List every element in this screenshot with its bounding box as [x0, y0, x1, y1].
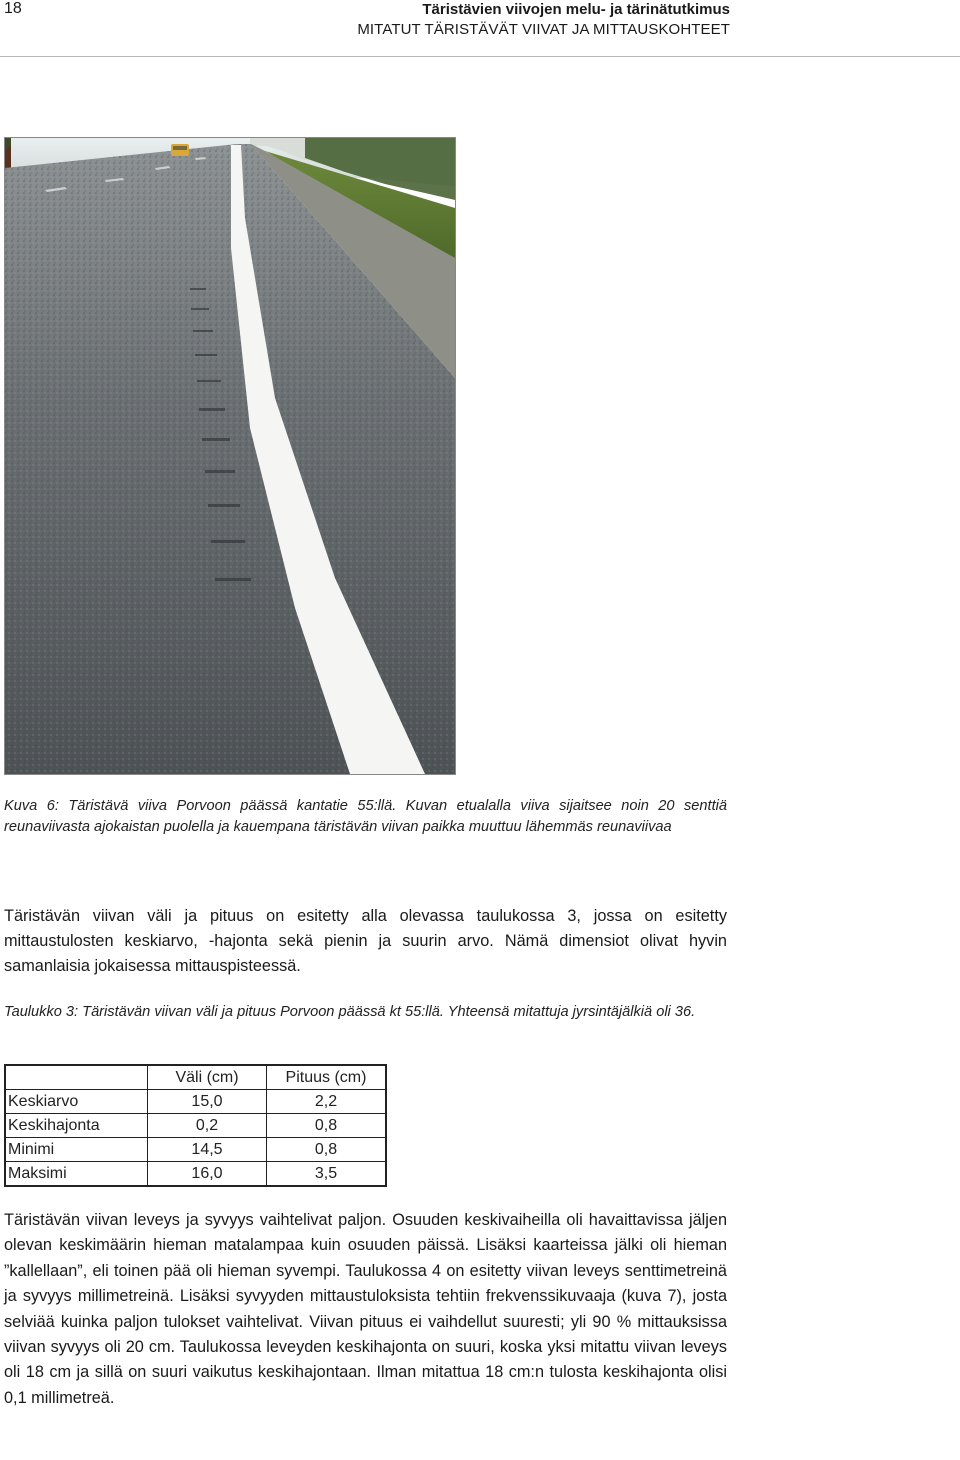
pituus-value: 3,5 — [267, 1162, 387, 1187]
header-divider — [0, 56, 960, 57]
table-header-row — [5, 1065, 386, 1090]
section-title: MITATUT TÄRISTÄVÄT VIIVAT JA MITTAUSKOHTEET — [357, 21, 730, 38]
figure-caption: Kuva 6: Täristävä viiva Porvoon päässä kantatie 55:llä. Kuvan etualalla viiva sijaitsee noin 20 senttiä reunaviivasta ajokaistan puolella ja kauempana täristävän viivan paikka muuttuu lähemmäs reunaviivaa — [4, 798, 727, 835]
body-paragraph-1: Täristävän viivan väli ja pituus on esitetty alla olevassa taulukossa 3, jossa on esitetty mittaustulosten keskiarvo, -hajonta sekä pienin ja suurin arvo. Nämä dimensiot olivat hyvin samanlaisia jokaisessa mittauspisteessä. — [4, 907, 727, 975]
row-label: Keskihajonta — [5, 1114, 148, 1138]
vali-value: 15,0 — [148, 1090, 267, 1114]
table-caption: Taulukko 3: Täristävän viivan väli ja pituus Porvoon päässä kt 55:llä. Yhteensä mitattuja jyrsintäjälkiä oli 36. — [4, 1004, 696, 1020]
document-title: Täristävien viivojen melu- ja tärinätutkimus — [422, 1, 730, 18]
pituus-value: 2,2 — [267, 1090, 387, 1114]
header-cell-vali: Väli (cm) — [148, 1065, 267, 1090]
pituus-value: 0,8 — [267, 1138, 387, 1162]
pituus-value: 0,8 — [267, 1114, 387, 1138]
table-row — [5, 1138, 386, 1162]
page-number: 18 — [4, 0, 22, 17]
row-label: Minimi — [5, 1138, 148, 1162]
table-row — [5, 1090, 386, 1114]
vali-value: 0,2 — [148, 1114, 267, 1138]
body-paragraph-2: Täristävän viivan leveys ja syvyys vaihtelivat paljon. Osuuden keskivaiheilla oli havaittavissa jäljen olevan keskimäärin hieman matalampaa kuin osuuden päissä. Lisäksi kaarteissa jälki oli hieman ”kallellaan”, eli toinen pää oli hieman syvempi. Taulukossa 4 on esitetty viivan leveys senttimetreinä ja syvyys millimetreinä. Lisäksi syvyyden mittaustuloksista tehtiin frekvenssikuvaaja (kuva 7), josta selviää kuinka paljon tulokset vaihtelivat. Viivan pituus ei vaihdellut suuresti; yli 90 % mittauksissa viivan syvyys oli 20 cm. Taulukossa leveyden keskihajonta on suuri, koska yksi mitattu viivan leveys oli 18 cm ja sillä on suuri vaikutus keskihajontaan. Ilman mitattua 18 cm:n tulosta keskihajonta olisi 0,1 millimetreä. — [4, 1211, 727, 1407]
header-cell-pituus: Pituus (cm) — [267, 1065, 387, 1090]
row-label: Keskiarvo — [5, 1090, 148, 1114]
row-label: Maksimi — [5, 1162, 148, 1187]
running-header — [357, 0, 730, 40]
vali-value: 14,5 — [148, 1138, 267, 1162]
vali-value: 16,0 — [148, 1162, 267, 1187]
table-row — [5, 1114, 386, 1138]
header-cell-empty — [5, 1065, 148, 1090]
table-row — [5, 1162, 386, 1187]
measurement-table — [4, 1064, 387, 1187]
road-photo — [4, 137, 456, 775]
